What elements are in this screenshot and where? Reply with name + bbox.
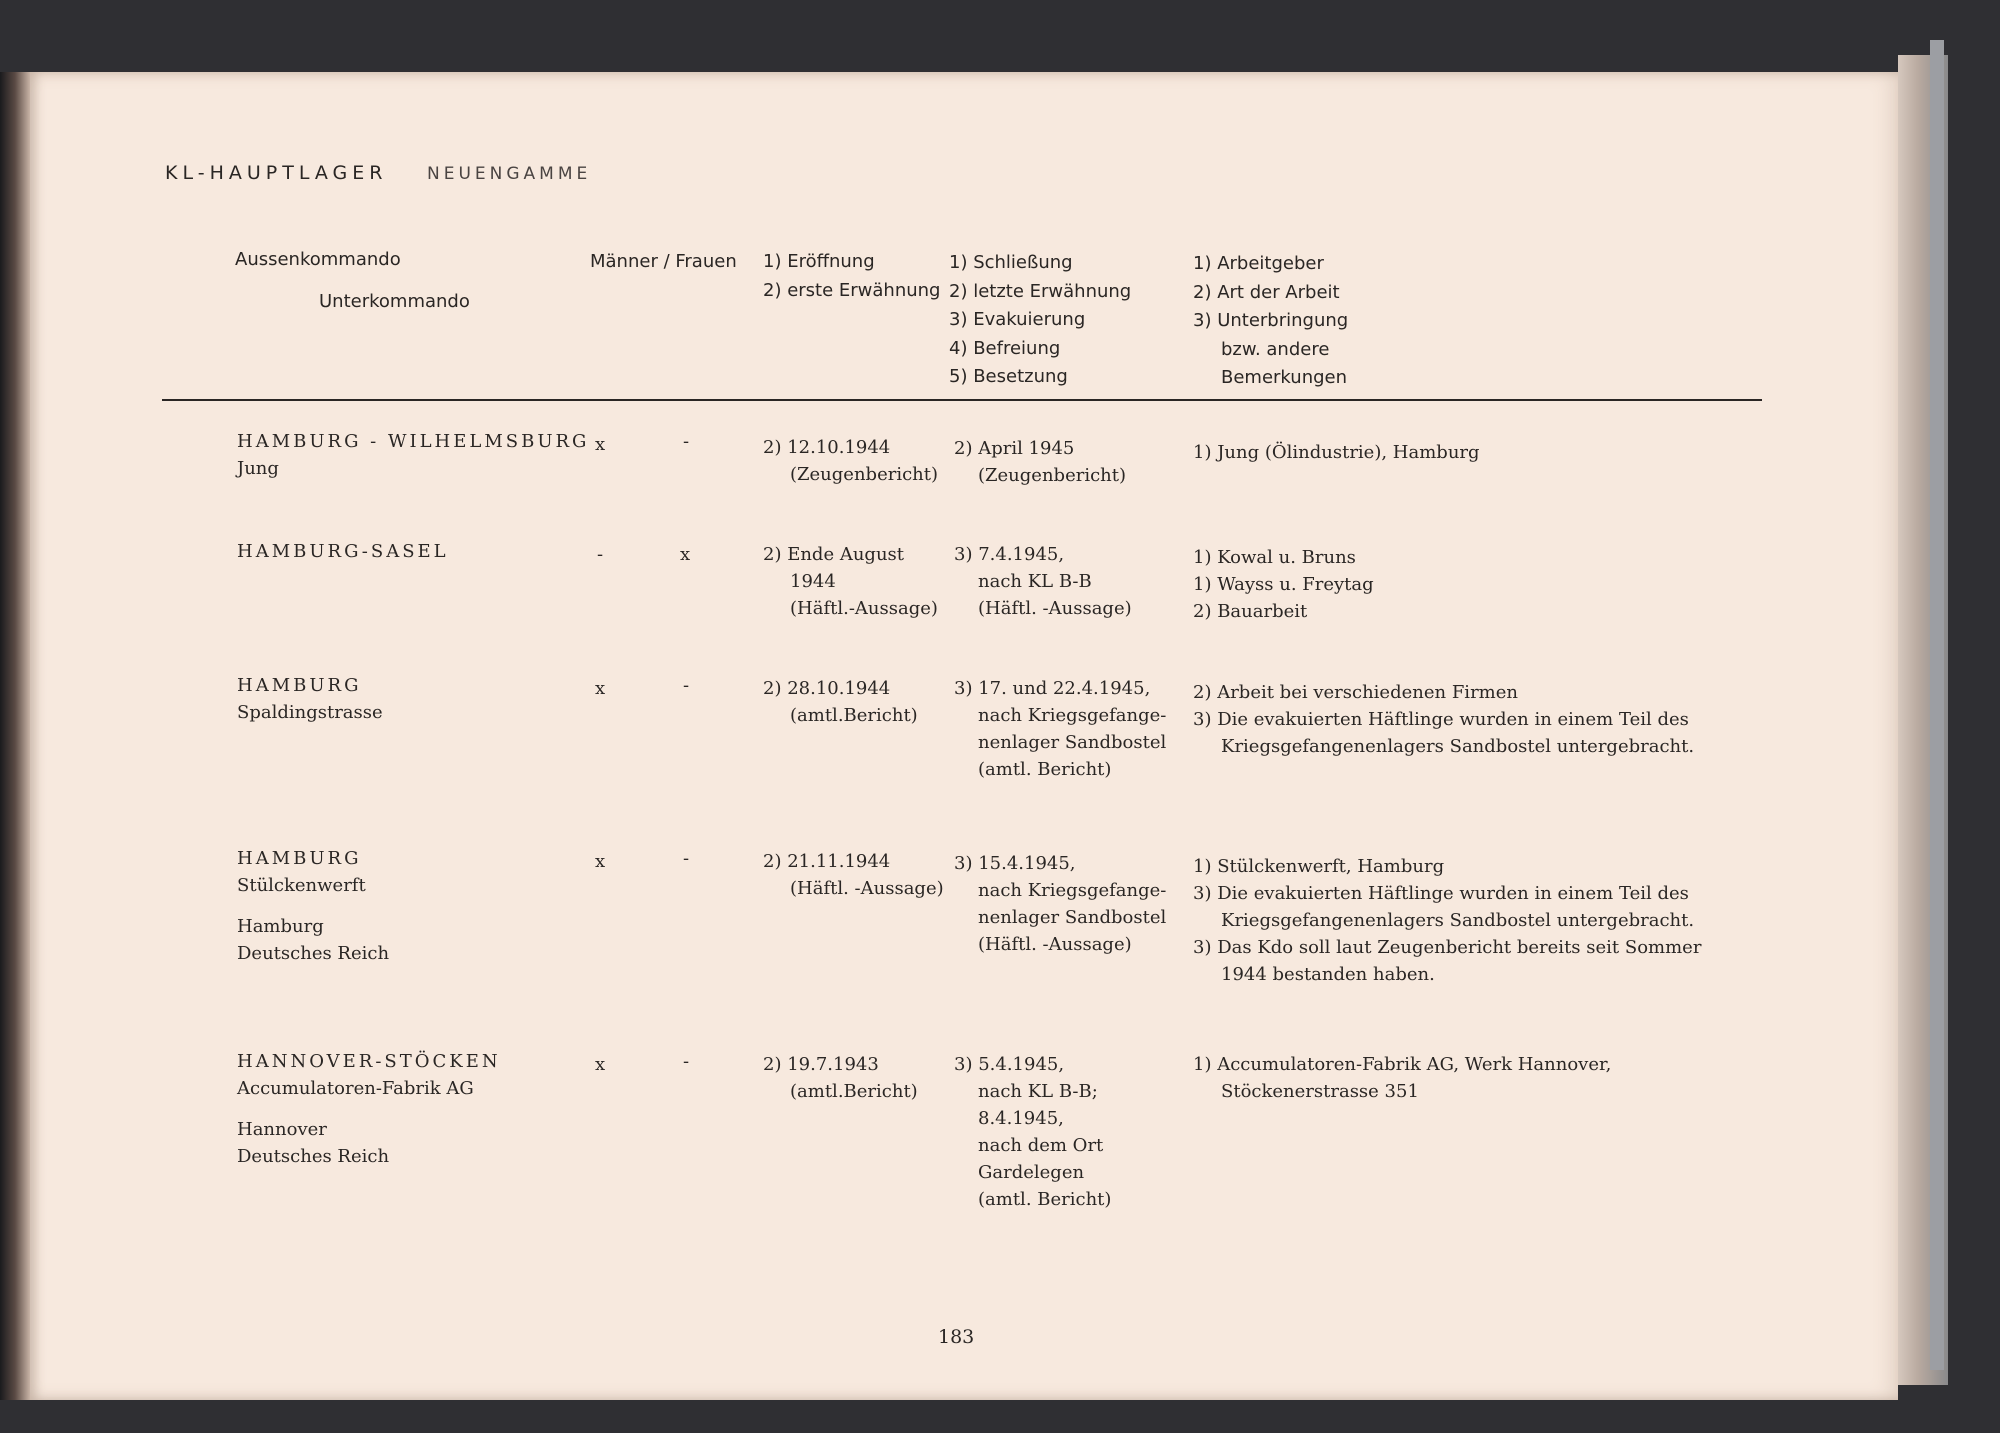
row-work	[1193, 679, 1694, 760]
row-women: x	[680, 544, 691, 565]
row-opening-line: 1944	[790, 571, 836, 592]
row-closing-line: nach KL B-B	[978, 571, 1092, 592]
row-work-line: 3) Die evakuierten Häftlinge wurden in einem Teil des	[1193, 883, 1689, 904]
table-row	[237, 845, 389, 967]
col-head-unterkommando: Unterkommando	[319, 291, 470, 312]
row-closing-line: nenlager Sandbostel	[978, 732, 1167, 753]
row-closing-line: 3) 5.4.1945,	[954, 1054, 1065, 1075]
col-head-closing-line: 1) Schließung	[949, 252, 1073, 273]
col-head-opening-line: 2) erste Erwähnung	[763, 279, 941, 301]
row-work-line: 1) Kowal u. Bruns	[1193, 547, 1356, 568]
col-head-work	[1193, 250, 1348, 393]
row-work	[1193, 853, 1701, 988]
row-opening	[763, 434, 938, 488]
table-row	[237, 1048, 501, 1170]
row-closing-line: 3) 7.4.1945,	[954, 544, 1065, 565]
row-country: Deutsches Reich	[237, 1146, 390, 1167]
row-work-line: Kriegsgefangenenlagers Sandbostel untergebracht.	[1221, 736, 1695, 757]
col-head-work-line: Bemerkungen	[1221, 367, 1348, 388]
row-closing	[954, 675, 1166, 783]
row-work-line: 1) Accumulatoren-Fabrik AG, Werk Hannover,	[1193, 1054, 1612, 1075]
row-opening	[763, 1051, 918, 1105]
page-subtitle: NEUENGAMME	[427, 164, 592, 184]
row-closing	[954, 435, 1126, 489]
row-closing-line: nach KL B-B;	[978, 1081, 1098, 1102]
row-closing-line: nenlager Sandbostel	[978, 907, 1167, 928]
page-title: KL-HAUPTLAGER	[165, 162, 388, 184]
table-row	[237, 672, 383, 726]
row-subplace: Accumulatoren-Fabrik AG	[237, 1078, 474, 1099]
col-head-opening	[763, 248, 941, 305]
table-row	[237, 538, 449, 565]
book-spine	[0, 72, 30, 1400]
row-place: HAMBURG	[237, 848, 362, 869]
row-men: x	[595, 1054, 606, 1075]
row-women: -	[683, 675, 690, 696]
col-head-closing-line: 3) Evakuierung	[949, 309, 1086, 330]
row-women: -	[683, 1051, 690, 1072]
row-country: Deutsches Reich	[237, 943, 390, 964]
row-work-line: Stöckenerstrasse 351	[1221, 1081, 1419, 1102]
row-closing-line: (amtl. Bericht)	[978, 759, 1112, 780]
row-men: x	[595, 851, 606, 872]
row-opening	[763, 541, 938, 622]
row-opening-line: 2) 28.10.1944	[763, 678, 891, 699]
row-closing	[954, 850, 1166, 958]
row-opening-line: (amtl.Bericht)	[790, 1081, 918, 1102]
col-head-work-line: 3) Unterbringung	[1193, 310, 1349, 331]
col-head-closing-line: 4) Befreiung	[949, 337, 1061, 359]
row-opening	[763, 675, 918, 729]
row-men: x	[595, 434, 606, 455]
row-work-line: Kriegsgefangenenlagers Sandbostel untergebracht.	[1221, 910, 1695, 931]
row-closing	[954, 541, 1132, 622]
row-men: -	[597, 544, 604, 565]
row-closing-line: 3) 15.4.1945,	[954, 853, 1076, 874]
header-rule	[162, 399, 1762, 401]
book-cover-edge	[1930, 40, 1944, 1370]
row-opening-line: 2) Ende August	[763, 544, 905, 565]
row-closing-line: 2) April 1945	[954, 438, 1075, 459]
row-opening-line: (amtl.Bericht)	[790, 705, 918, 726]
row-closing-line: (Häftl. -Aussage)	[978, 934, 1132, 955]
row-work-line: 2) Bauarbeit	[1193, 601, 1308, 622]
row-opening-line: 2) 12.10.1944	[763, 437, 891, 458]
row-work	[1193, 544, 1374, 625]
row-subplace: Spaldingstrasse	[237, 702, 383, 723]
row-place: HAMBURG - WILHELMSBURG	[237, 431, 590, 452]
row-opening-line: (Zeugenbericht)	[790, 464, 939, 485]
row-work	[1193, 1051, 1611, 1105]
page-number: 183	[938, 1326, 975, 1348]
row-work	[1193, 439, 1480, 466]
col-head-closing-line: 2) letzte Erwähnung	[949, 280, 1132, 302]
row-closing-line: (Zeugenbericht)	[978, 465, 1127, 486]
row-work-line: 1) Wayss u. Freytag	[1193, 574, 1374, 595]
row-work-line: 1) Stülckenwerft, Hamburg	[1193, 856, 1445, 877]
row-work-line: 3) Das Kdo soll laut Zeugenbericht bereits seit Sommer	[1193, 937, 1702, 958]
row-closing-line: 8.4.1945,	[978, 1108, 1064, 1129]
row-women: -	[683, 431, 690, 452]
col-head-gender: Männer / Frauen	[590, 251, 737, 272]
col-head-aussenkommando: Aussenkommando	[235, 249, 401, 270]
row-closing-line: (amtl. Bericht)	[978, 1189, 1112, 1210]
row-work-line: 3) Die evakuierten Häftlinge wurden in einem Teil des	[1193, 709, 1689, 730]
row-place: HAMBURG-SASEL	[237, 541, 449, 562]
row-opening	[763, 848, 944, 902]
row-city: Hannover	[237, 1119, 327, 1140]
col-head-closing-line: 5) Besetzung	[949, 366, 1068, 387]
row-work-line: 1) Jung (Ölindustrie), Hamburg	[1193, 442, 1480, 463]
row-work-line: 1944 bestanden haben.	[1221, 964, 1435, 985]
col-head-closing	[949, 249, 1131, 392]
row-city: Hamburg	[237, 916, 324, 937]
row-opening-line: 2) 19.7.1943	[763, 1054, 879, 1075]
row-place: HANNOVER-STÖCKEN	[237, 1051, 501, 1072]
row-opening-line: 2) 21.11.1944	[763, 851, 891, 872]
col-head-opening-line: 1) Eröffnung	[763, 251, 875, 272]
row-closing-line: nach Kriegsgefange-	[978, 880, 1167, 901]
col-head-work-line: 1) Arbeitgeber	[1193, 253, 1324, 274]
row-work-line: 2) Arbeit bei verschiedenen Firmen	[1193, 682, 1518, 703]
row-men: x	[595, 678, 606, 699]
row-closing	[954, 1051, 1111, 1213]
row-closing-line: 3) 17. und 22.4.1945,	[954, 678, 1151, 699]
row-opening-line: (Häftl. -Aussage)	[790, 878, 944, 899]
row-closing-line: nach dem Ort	[978, 1135, 1104, 1156]
col-head-work-line: bzw. andere	[1221, 338, 1330, 360]
col-head-work-line: 2) Art der Arbeit	[1193, 281, 1340, 303]
row-closing-line: (Häftl. -Aussage)	[978, 598, 1132, 619]
row-closing-line: nach Kriegsgefange-	[978, 705, 1167, 726]
row-opening-line: (Häftl.-Aussage)	[790, 598, 938, 619]
row-women: -	[683, 848, 690, 869]
table-row	[237, 428, 589, 482]
row-place: HAMBURG	[237, 675, 362, 696]
row-subplace: Jung	[237, 458, 279, 479]
book-page	[30, 72, 1898, 1400]
row-subplace: Stülckenwerft	[237, 875, 366, 896]
row-closing-line: Gardelegen	[978, 1162, 1085, 1183]
